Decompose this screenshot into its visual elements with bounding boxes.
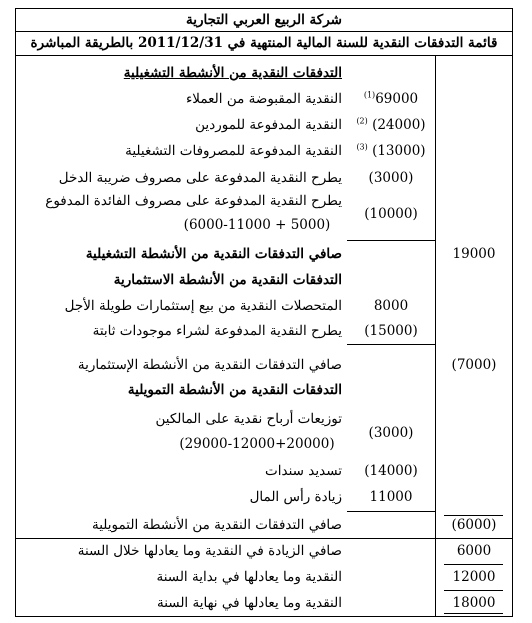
summary-row-label: النقدية وما يعادلها في نهاية السنة	[156, 595, 342, 611]
summary-row-amount: 18000	[452, 595, 496, 611]
operating-row-label: النقدية المدفوعة للموردين	[195, 117, 342, 133]
summary-divider	[15, 538, 513, 539]
subtotal-rule	[347, 511, 435, 512]
operating-net-label: صافي التدفقات النقدية من الأنشطة التشغيلية	[85, 246, 342, 262]
subtotal-rule	[347, 344, 435, 345]
operating-row-label: النقدية المدفوعة للمصروفات التشغيلية	[125, 143, 342, 159]
interest-label-line2: (6000-11000 + 5000)	[183, 217, 331, 233]
header-divider	[15, 31, 513, 32]
operating-heading: التدفقات النقدية من الأنشطة التشغيلية	[123, 65, 342, 81]
amount-value: (24000)	[372, 117, 426, 133]
financing-row-amount: 11000	[369, 489, 413, 505]
statement-title: قائمة التدفقات النقدية للسنة المالية المنتهية في 2011/12/31 بالطريقة المباشرة	[30, 35, 498, 51]
subtotal-rule	[347, 240, 435, 241]
investing-row-amount: (15000)	[364, 323, 418, 339]
summary-row-label: صافي الزيادة في النقدية وما يعادلها خلال السنة	[77, 543, 342, 559]
operating-row-amount	[352, 91, 430, 107]
investing-net-amount: (7000)	[451, 357, 497, 373]
investing-heading: التدفقات النقدية من الأنشطة الاستثمارية	[113, 272, 342, 288]
interest-amount: (10000)	[364, 206, 418, 222]
operating-net-amount: 19000	[452, 246, 496, 262]
column-divider	[435, 55, 436, 617]
dividends-amount: (3000)	[368, 425, 414, 441]
final-total-rule	[444, 613, 503, 614]
company-name: شركة الربيع العربي التجارية	[186, 12, 342, 28]
amount-value: (13000)	[372, 143, 426, 159]
financing-heading: التدفقات النقدية من الأنشطة التمويلية	[127, 382, 342, 398]
dividends-label-line1: توزيعات أرباح نقدية على المالكين	[155, 411, 342, 427]
operating-row-amount	[352, 117, 430, 133]
investing-row-amount: 8000	[373, 298, 409, 314]
note-marker: (3)	[356, 142, 368, 152]
financing-net-amount: (6000)	[451, 517, 497, 533]
summary-rule	[444, 590, 503, 591]
title-divider	[15, 55, 513, 56]
investing-row-label: المتحصلات النقدية من بيع إستثمارات طويلة الأجل	[64, 298, 342, 314]
financing-row-label: تسديد سندات	[265, 463, 342, 479]
summary-row-label: النقدية وما يعادلها في بداية السنة	[156, 569, 342, 585]
financing-row-amount: (14000)	[364, 463, 418, 479]
financing-row-label: زيادة رأس المال	[249, 489, 342, 505]
note-marker: (2)	[356, 116, 368, 126]
investing-net-label: صافي التدفقات النقدية من الأنشطة الإستثمارية	[77, 357, 342, 373]
interest-label-line1: يطرح النقدية المدفوعة على مصروف الفائدة المدفوع	[45, 193, 342, 209]
note-marker: (1)	[363, 90, 376, 100]
summary-row-amount: 12000	[452, 569, 496, 585]
amount-value: 69000	[375, 91, 419, 107]
summary-rule	[444, 564, 503, 565]
summary-row-amount: 6000	[456, 543, 492, 559]
operating-row-label: يطرح النقدية المدفوعة على مصروف ضريبة الدخل	[58, 170, 342, 186]
financing-net-label: صافي التدفقات النقدية من الأنشطة التمويلية	[91, 517, 342, 533]
total-rule	[444, 515, 503, 516]
operating-row-amount: (3000)	[368, 170, 414, 186]
investing-row-label: يطرح النقدية المدفوعة لشراء موجودات ثابتة	[92, 323, 342, 339]
operating-row-amount	[352, 143, 430, 159]
dividends-label-line2: (29000-12000+20000)	[179, 436, 335, 452]
operating-row-label: النقدية المقبوضة من العملاء	[185, 91, 342, 107]
